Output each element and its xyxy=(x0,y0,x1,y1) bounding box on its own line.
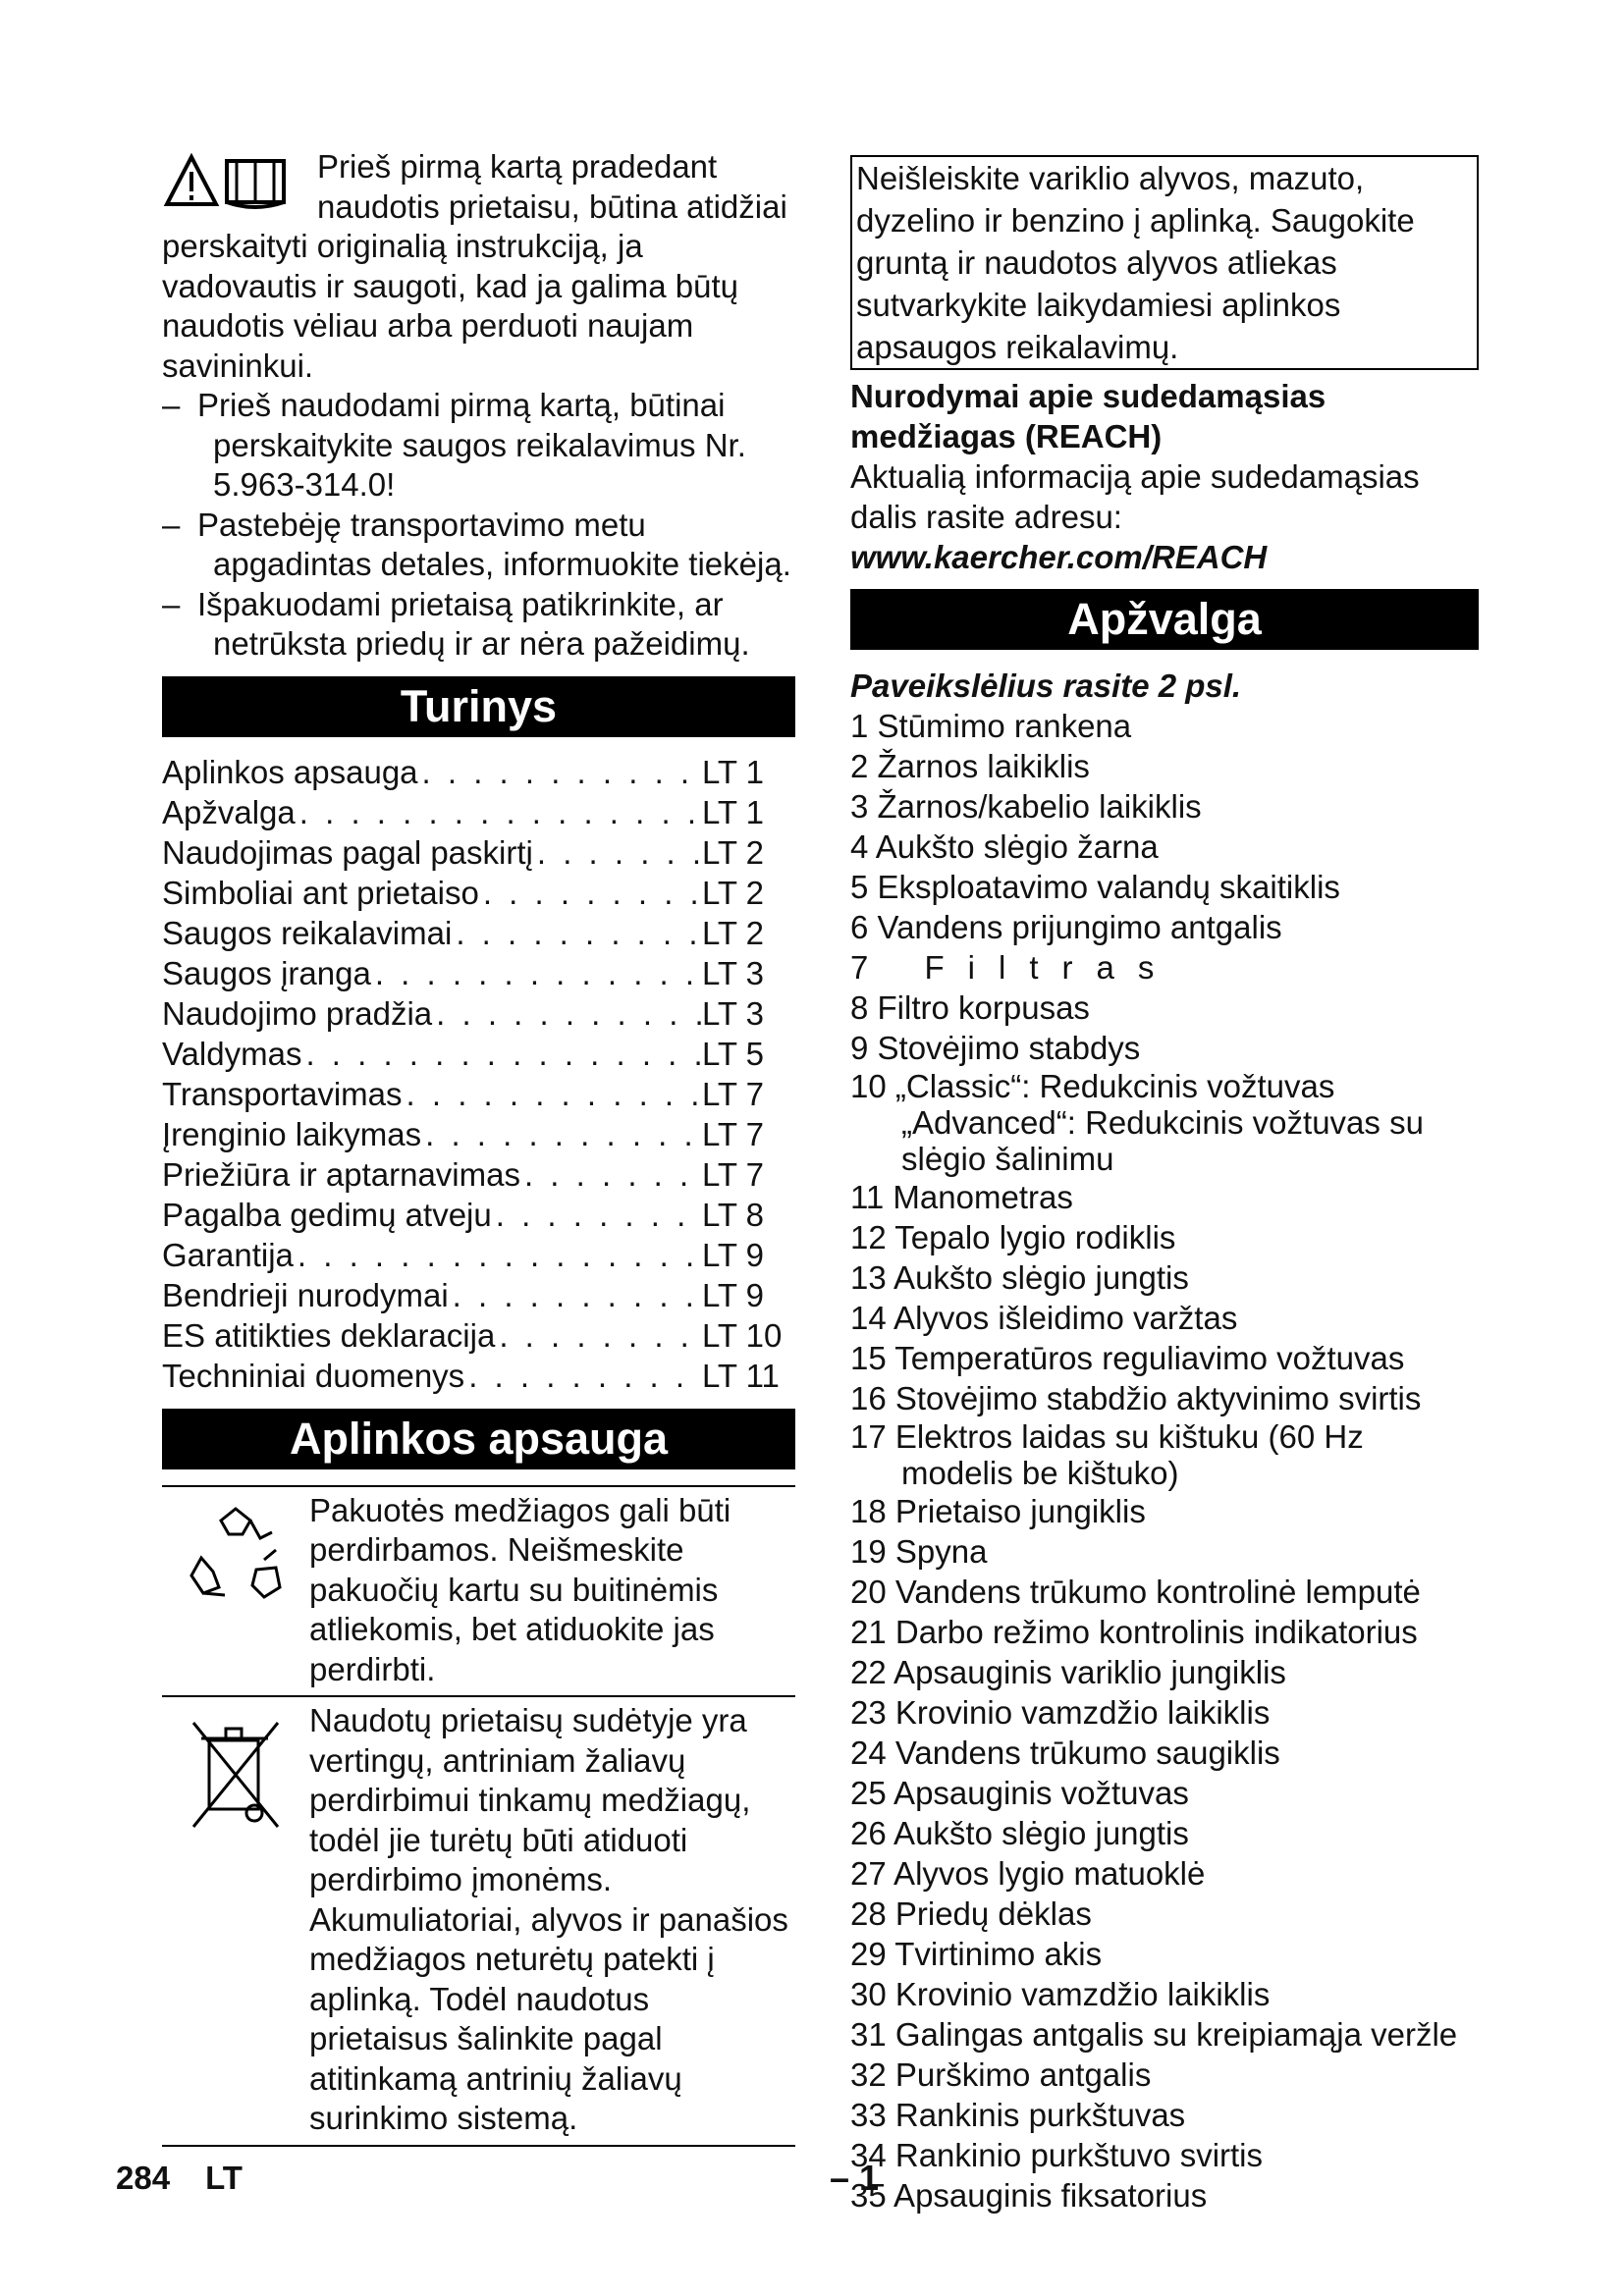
overview-item: 5 Eksploatavimo valandų skaitiklis xyxy=(850,869,1340,905)
overview-item: 21 Darbo režimo kontrolinis indikatorius xyxy=(850,1614,1418,1650)
intro-list xyxy=(162,386,795,665)
overview-item: 34 Rankinio purkštuvo svirtis xyxy=(850,2137,1264,2173)
overview-item: 2 Žarnos laikiklis xyxy=(850,748,1090,784)
overview-item: 9 Stovėjimo stabdys xyxy=(850,1030,1141,1066)
toc-entry-title: Naudojimas pagal paskirtį xyxy=(162,833,533,871)
warning-book-icon xyxy=(162,147,309,216)
toc-entry-page: LT 9 xyxy=(702,1276,764,1313)
overview-item: 24 Vandens trūkumo saugiklis xyxy=(850,1735,1280,1771)
toc-entry[interactable] xyxy=(162,1115,795,1155)
toc-entry[interactable] xyxy=(162,1075,795,1115)
toc-leader-dots xyxy=(296,793,702,833)
overview-item: 25 Apsauginis vožtuvas xyxy=(850,1775,1189,1811)
toc-entry-page: LT 3 xyxy=(702,954,764,991)
toc-entry-title: Transportavimas xyxy=(162,1075,403,1112)
toc-entry[interactable] xyxy=(162,1276,795,1316)
toc-entry-title: Garantija xyxy=(162,1236,294,1273)
toc-list xyxy=(162,753,795,1397)
disposal-text: Naudotų prietaisų sudėtyje yra vertingų, antriniam žaliavų perdirbimui tinkamų medžiagų, todėl jie turėtų būti atiduoti perdirbimo įmonėms. Akumuliatoriai, alyvos ir panašios medžiagos neturėtų patekti į aplinką. Todėl naudotus prietaisus šalinkite pagal atitinkamą antrinių žaliavų surinkimo sistemą. xyxy=(309,1702,788,2136)
toc-entry[interactable] xyxy=(162,1196,795,1236)
section-page-number: – 1 xyxy=(830,2158,880,2198)
toc-entry-title: Aplinkos apsauga xyxy=(162,753,418,790)
list-item: – Prieš naudodami pirmą kartą, būtinai perskaitykite saugos reikalavimus Nr. 5.963-314.0! xyxy=(162,387,746,503)
toc-entry-page: LT 2 xyxy=(702,874,764,911)
overview-item: 14 Alyvos išleidimo varžtas xyxy=(850,1300,1238,1336)
overview-item: 17 Elektros laidas su kištuku (60 Hz modelis be kištuko) xyxy=(850,1418,1364,1491)
overview-item: 20 Vandens trūkumo kontrolinė lemputė xyxy=(850,1574,1421,1610)
toc-leader-dots xyxy=(533,833,702,874)
toc-entry-page: LT 3 xyxy=(702,994,764,1032)
toc-entry[interactable] xyxy=(162,1316,795,1357)
toc-entry-title: Įrenginio laikymas xyxy=(162,1115,422,1152)
toc-entry-page: LT 5 xyxy=(702,1035,764,1072)
reach-heading: Nurodymai apie sudedamąsias medžiagas (REACH) xyxy=(850,378,1326,454)
toc-leader-dots xyxy=(492,1196,702,1236)
overview-item: 15 Temperatūros reguliavimo vožtuvas xyxy=(850,1340,1405,1376)
toc-entry-title: Bendrieji nurodymai xyxy=(162,1276,449,1313)
recycle-icon xyxy=(162,1491,309,1690)
oil-notice: Neišleiskite variklio alyvos, mazuto, dyzelino ir benzino į aplinką. Saugokite gruntą ir naudotos alyvos atliekas sutvarkykite laikydamiesi aplinkos apsaugos reikalavimų. xyxy=(850,155,1479,370)
overview-item: 18 Prietaiso jungiklis xyxy=(850,1493,1146,1529)
toc-leader-dots xyxy=(403,1075,702,1115)
overview-item: 10 „Classic“: Redukcinis vožtuvas „Advanced“: Redukcinis vožtuvas su slėgio šalinimu xyxy=(850,1068,1424,1177)
toc-entry[interactable] xyxy=(162,914,795,954)
overview-item: 11 Manometras xyxy=(850,1179,1073,1215)
list-item: – Išpakuodami prietaisą patikrinkite, ar netrūksta priedų ir ar nėra pažeidimų. xyxy=(162,585,750,662)
intro-block xyxy=(162,147,795,665)
overview-item: 1 Stūmimo rankena xyxy=(850,708,1132,744)
overview-item: 8 Filtro korpusas xyxy=(850,989,1090,1026)
reach-link[interactable]: www.kaercher.com/REACH xyxy=(850,539,1268,575)
intro-text: Prieš pirmą kartą pradedant naudotis prietaisu, būtina atidžiai perskaityti originalią instrukciją, ja vadovautis ir saugoti, kad ja galima būtų naudotis vėliau arba perduoti naujam savininkui. xyxy=(162,148,787,384)
toc-leader-dots xyxy=(371,954,702,994)
toc-entry[interactable] xyxy=(162,793,795,833)
toc-leader-dots xyxy=(294,1236,702,1276)
overview-item: 31 Galingas antgalis su kreipiamąja veržle xyxy=(850,2016,1458,2053)
overview-item: 27 Alyvos lygio matuoklė xyxy=(850,1855,1206,1892)
right-column xyxy=(850,147,1479,2216)
toc-entry-title: Saugos reikalavimai xyxy=(162,914,453,951)
overview-item: 33 Rankinis purkštuvas xyxy=(850,2097,1186,2133)
overview-item: 35 Apsauginis fiksatorius xyxy=(850,2177,1208,2214)
toc-leader-dots xyxy=(495,1316,702,1357)
language-code: LT xyxy=(205,2160,243,2196)
overview-item: 4 Aukšto slėgio žarna xyxy=(850,828,1159,865)
overview-item: 7 Filtras xyxy=(850,949,1178,986)
page-footer xyxy=(116,2160,278,2197)
toc-entry-page: LT 1 xyxy=(702,753,764,790)
toc-entry-title: Apžvalga xyxy=(162,793,296,830)
toc-entry[interactable] xyxy=(162,874,795,914)
overview-item: 16 Stovėjimo stabdžio aktyvinimo svirtis xyxy=(850,1380,1422,1416)
toc-entry-page: LT 2 xyxy=(702,833,764,871)
toc-leader-dots xyxy=(301,1035,702,1075)
toc-leader-dots xyxy=(418,753,702,793)
toc-entry[interactable] xyxy=(162,994,795,1035)
overview-subtitle: Paveikslėlius rasite 2 psl. xyxy=(850,667,1242,704)
overview-item: 26 Aukšto slėgio jungtis xyxy=(850,1815,1189,1851)
toc-entry-title: Priežiūra ir aptarnavimas xyxy=(162,1155,520,1193)
overview-item: 29 Tvirtinimo akis xyxy=(850,1936,1103,1972)
overview-item: 6 Vandens prijungimo antgalis xyxy=(850,909,1282,945)
toc-entry[interactable] xyxy=(162,753,795,793)
toc-leader-dots xyxy=(449,1276,702,1316)
toc-entry-title: Saugos įranga xyxy=(162,954,371,991)
page-number: 284 xyxy=(116,2160,171,2196)
toc-entry-title: ES atitikties deklaracija xyxy=(162,1316,496,1354)
toc-entry-title: Valdymas xyxy=(162,1035,302,1072)
toc-leader-dots xyxy=(452,914,702,954)
environment-blocks xyxy=(162,1485,795,2147)
disposal-block xyxy=(162,1695,795,2147)
toc-entry-page: LT 11 xyxy=(702,1357,780,1394)
toc-entry-page: LT 9 xyxy=(702,1236,764,1273)
toc-entry-page: LT 7 xyxy=(702,1155,764,1193)
overview-item: 19 Spyna xyxy=(850,1533,988,1570)
crossed-bin-icon xyxy=(162,1701,309,2139)
overview-item: 32 Purškimo antgalis xyxy=(850,2056,1152,2093)
toc-heading: Turinys xyxy=(162,676,795,737)
toc-entry[interactable] xyxy=(162,1236,795,1276)
toc-entry-title: Pagalba gedimų atveju xyxy=(162,1196,492,1233)
toc-entry-title: Simboliai ant prietaiso xyxy=(162,874,479,911)
environment-heading: Aplinkos apsauga xyxy=(162,1409,795,1469)
toc-leader-dots xyxy=(421,1115,702,1155)
overview-item: 12 Tepalo lygio rodiklis xyxy=(850,1219,1176,1255)
toc-leader-dots xyxy=(479,874,702,914)
toc-leader-dots xyxy=(432,994,702,1035)
toc-entry-page: LT 8 xyxy=(702,1196,764,1233)
overview-item: 28 Priedų dėklas xyxy=(850,1896,1092,1932)
toc-entry-title: Techniniai duomenys xyxy=(162,1357,465,1394)
left-column xyxy=(162,147,795,2147)
overview-item: 13 Aukšto slėgio jungtis xyxy=(850,1259,1189,1296)
toc-entry-title: Naudojimo pradžia xyxy=(162,994,433,1032)
toc-entry[interactable] xyxy=(162,954,795,994)
toc-entry-page: LT 2 xyxy=(702,914,764,951)
toc-entry-page: LT 7 xyxy=(702,1115,764,1152)
overview-item: 30 Krovinio vamzdžio laikiklis xyxy=(850,1976,1271,2012)
toc-entry-page: LT 10 xyxy=(702,1316,783,1354)
reach-text: Aktualią informaciją apie sudedamąsias dalis rasite adresu: xyxy=(850,458,1420,535)
toc-entry-page: LT 1 xyxy=(702,793,764,830)
overview-item: 22 Apsauginis variklio jungiklis xyxy=(850,1654,1286,1690)
warning-manual-icons xyxy=(162,147,309,226)
toc-entry[interactable] xyxy=(162,1155,795,1196)
overview-list xyxy=(850,706,1479,2216)
list-item: – Pastebėję transportavimo metu apgadintas detales, informuokite tiekėją. xyxy=(162,506,791,582)
toc-leader-dots xyxy=(464,1357,702,1397)
toc-entry[interactable] xyxy=(162,1035,795,1075)
toc-entry[interactable] xyxy=(162,833,795,874)
overview-item: 23 Krovinio vamzdžio laikiklis xyxy=(850,1694,1271,1731)
overview-heading: Apžvalga xyxy=(850,589,1479,650)
recycle-block xyxy=(162,1485,795,1696)
toc-leader-dots xyxy=(520,1155,702,1196)
toc-entry-page: LT 7 xyxy=(702,1075,764,1112)
recycle-text: Pakuotės medžiagos gali būti perdirbamos. Neišmeskite pakuočių kartu su buitinėmis atliekomis, bet atiduokite jas perdirbti. xyxy=(309,1491,731,1687)
overview-item: 3 Žarnos/kabelio laikiklis xyxy=(850,788,1202,825)
toc-entry[interactable] xyxy=(162,1357,795,1397)
